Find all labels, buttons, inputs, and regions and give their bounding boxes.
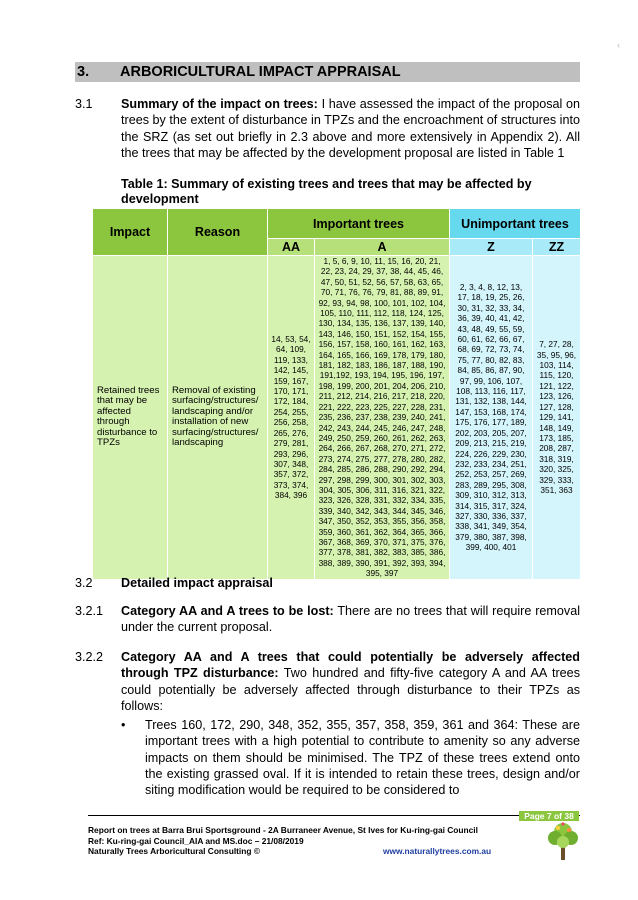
- p32-heading: Detailed impact appraisal: [121, 576, 273, 590]
- header-zz: ZZ: [533, 239, 581, 256]
- cell-aa-trees: 14, 53, 54, 64, 109, 119, 133, 142, 145, 159, 167, 170, 171, 172, 184, 254, 255, 256, 258, 265, 276, 279, 281, 293, 296, 307, 348, 357, 372, 373, 374, 384, 396: [268, 256, 315, 580]
- header-a: A: [315, 239, 450, 256]
- header-z: Z: [450, 239, 533, 256]
- p31-number: 3.1: [75, 97, 93, 111]
- p32-number: 3.2: [75, 576, 93, 590]
- trees-table: [92, 208, 581, 580]
- footer-divider: [88, 815, 580, 816]
- section-number: 3.: [77, 64, 90, 80]
- footer-url-link[interactable]: www.naturallytrees.com.au: [383, 846, 492, 856]
- tree-logo-icon: [545, 818, 581, 862]
- section-heading: [75, 62, 580, 82]
- p321-paragraph: [121, 603, 580, 636]
- header-reason: Reason: [168, 209, 268, 256]
- cell-a-trees: 1, 5, 6, 9, 10, 11, 15, 16, 20, 21, 22, 23, 24, 29, 37, 38, 44, 45, 46, 47, 50, 51, 52, 56, 57, 58, 63, 65, 70, 71, 76, 76, 79, 81, 88, 89, 91, 92, 93, 94, 98, 100, 101, 102, 104, 105, 110, 111, 112, 118, 124, 125, 130, 134, 135, 136, 137, 139, 140, 143, 146, 150, 151, 152, 154, 155, 156, 157, 158, 160, 161, 162, 163, 164, 165, 166, 169, 178, 179, 180, 181, 182, 183, 186, 187, 188, 190, 191,192, 193, 194, 195, 196, 197, 198, 199, 200, 201, 204, 206, 210, 211, 212, 214, 216, 217, 218, 220, 221, 222, 223, 225, 227, 228, 231, 235, 236, 237, 238, 239, 240, 241, 242, 243, 244, 245, 246, 247, 248, 249, 250, 259, 260, 261, 262, 263, 264, 266, 267, 268, 270, 271, 272, 273, 274, 275, 277, 278, 280, 282, 284, 285, 286, 288, 290, 292, 294, 297, 298, 299, 300, 301, 302, 303, 304, 305, 306, 311, 316, 321, 322, 323, 326, 328, 331, 332, 334, 335, 339, 340, 342, 343, 344, 345, 346, 347, 350, 352, 353, 355, 356, 358, 359, 360, 361, 362, 364, 365, 366, 367, 368, 369, 370, 371, 375, 376, 377, 378, 381, 382, 383, 385, 386, 388, 389, 390, 391, 392, 393, 394, 395, 397: [315, 256, 450, 580]
- bullet-text: Trees 160, 172, 290, 348, 352, 355, 357, 358, 359, 361 and 364: These are important trees with a high potential to contribute to amenity so any adverse impacts on them should be minimised. The TPZ of these trees extend onto the existing grassed oval. If it is intended to retain these trees, design and/or siting modification would be required to be considered to: [145, 718, 580, 798]
- footer-line-report: Report on trees at Barra Brui Sportsground - 2A Burraneer Avenue, St Ives for Ku-ring-gai Council: [88, 825, 478, 835]
- p321-heading: Category AA and A trees to be lost:: [121, 604, 334, 618]
- p31-heading: Summary of the impact on trees:: [121, 97, 318, 111]
- footer-line-ref: Ref: Ku-ring-gai Council_AIA and MS.doc – 21/08/2019: [88, 835, 304, 846]
- cell-z-trees: 2, 3, 4, 8, 12, 13, 17, 18, 19, 25, 26, 30, 31, 32, 33, 34, 36, 39, 40, 41, 42, 43, 48, 49, 55, 59, 60, 61, 62, 66, 67, 68, 69, 72, 73, 74, 75, 77, 80, 82, 83, 84, 85, 86, 87, 90, 97, 99, 106, 107, 108, 113, 116, 117, 131, 132, 138, 144, 147, 153, 168, 174, 175, 176, 177, 189, 202, 203, 205, 207, 209, 213, 215, 219, 224, 226, 229, 230, 232, 233, 234, 251, 252, 253, 257, 269, 283, 289, 295, 308, 309, 310, 312, 313, 314, 315, 317, 324, 327, 330, 336, 337, 338, 341, 349, 354, 379, 380, 387, 398, 399, 400, 401: [450, 256, 533, 580]
- p321-number: 3.2.1: [75, 604, 104, 618]
- p322-text: Two hundred and fifty-five category A and AA trees could potentially be adversely affected through disturbance to their TPZs as follows:: [121, 666, 580, 713]
- cell-zz-trees: 7, 27, 28, 35, 95, 96, 103, 114, 115, 120, 121, 122, 123, 126, 127, 128, 129, 141, 148, 149, 173, 185, 208, 287, 318, 319, 320, 325, 329, 333, 351, 363: [533, 256, 581, 580]
- bullet-icon: •: [121, 718, 126, 732]
- header-impact: Impact: [93, 209, 168, 256]
- header-unimportant-trees: Unimportant trees: [450, 209, 581, 239]
- footer-company: Naturally Trees Arboricultural Consulting ©: [88, 846, 260, 856]
- p321-text: There are no trees that will require removal under the current proposal.: [121, 604, 580, 635]
- header-aa: AA: [268, 239, 315, 256]
- p322-number: 3.2.2: [75, 650, 104, 664]
- p31-paragraph: [121, 96, 580, 161]
- page-number-badge: Page 7 of 38: [519, 811, 579, 821]
- scroll-indicator-icon: ‹: [617, 40, 620, 50]
- p322-paragraph: [121, 649, 580, 714]
- cell-impact: Retained trees that may be affected through disturbance to TPZs: [93, 256, 168, 580]
- p322-heading: Category AA and A trees that could potentially be adversely affected through TPZ disturbance:: [121, 650, 580, 681]
- table-caption: Table 1: Summary of existing trees and trees that may be affected by development: [121, 177, 532, 206]
- p31-text: I have assessed the impact of the proposal on trees by the extent of disturbance in TPZs and the encroachment of structures into the SRZ (as set out briefly in 2.3 above and more extensively in Appendix 2). All the trees that may be affected by the development proposal are listed in Table 1: [121, 97, 580, 160]
- cell-reason: Removal of existing surfacing/structures/ landscaping and/or installation of new surfacing/structures/ landscaping: [168, 256, 268, 580]
- header-important-trees: Important trees: [268, 209, 450, 239]
- section-title: ARBORICULTURAL IMPACT APPRAISAL: [120, 64, 401, 80]
